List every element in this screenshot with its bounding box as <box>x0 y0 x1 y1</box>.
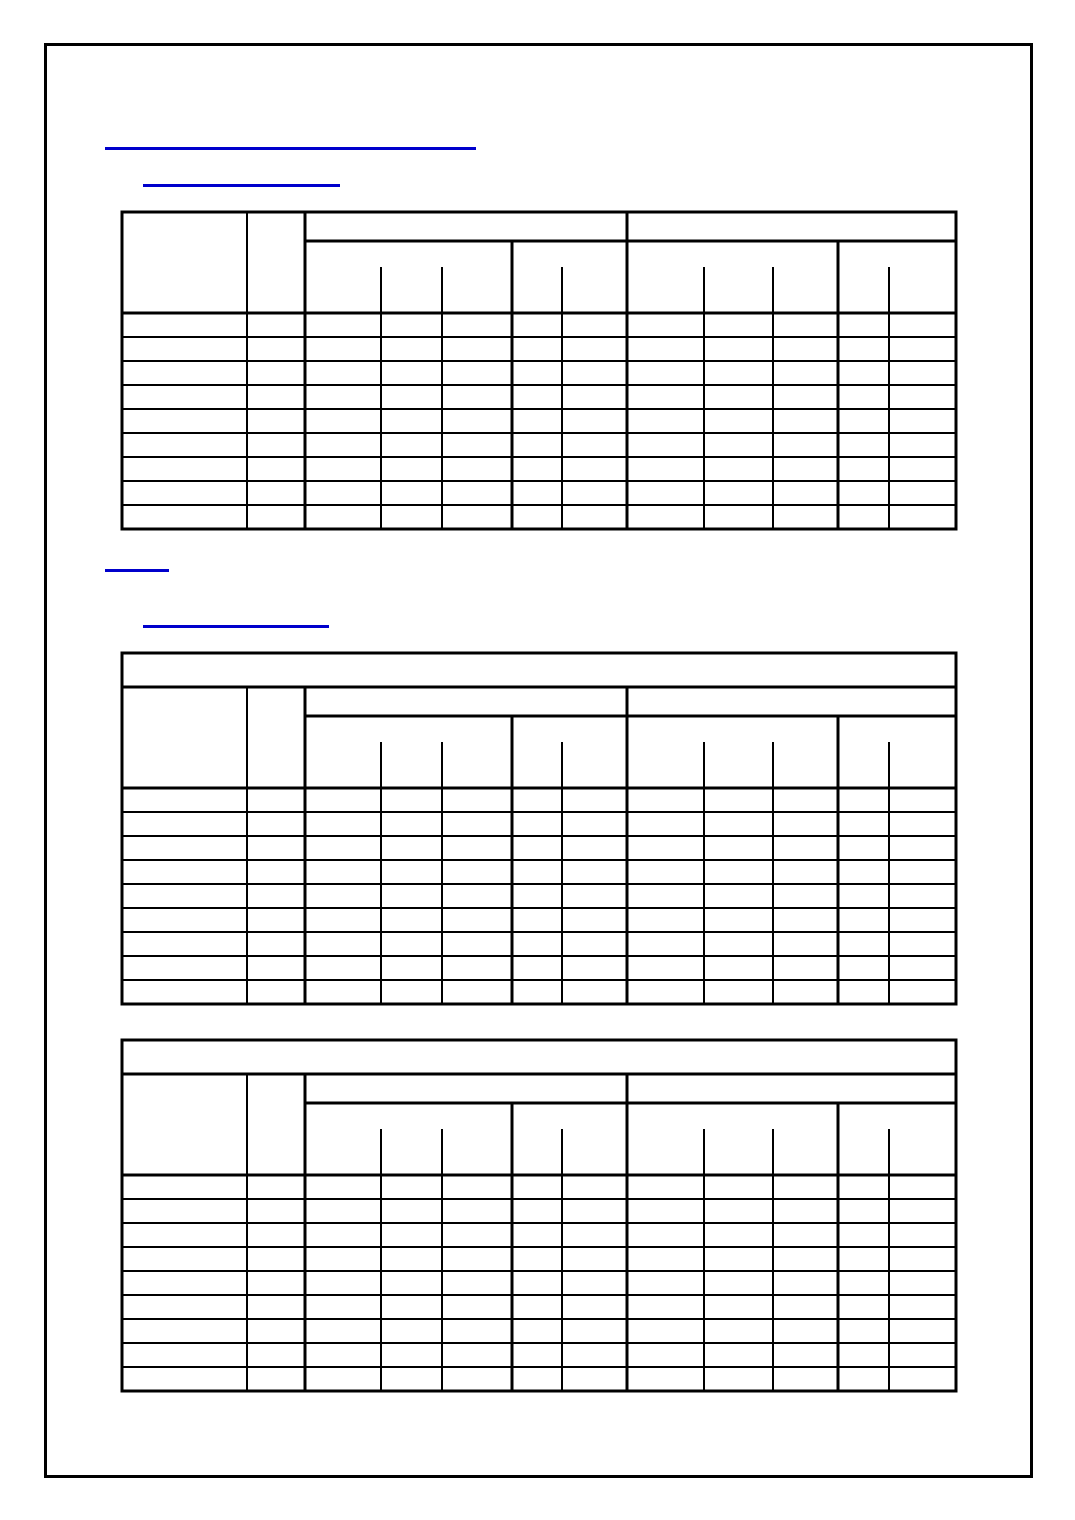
link-subheading-2[interactable] <box>143 625 329 628</box>
table-grid <box>120 1038 958 1393</box>
table-grid <box>120 651 958 1006</box>
link-heading-1[interactable] <box>105 147 476 150</box>
table-2 <box>120 651 958 1006</box>
table-grid <box>120 210 958 531</box>
link-heading-2[interactable] <box>105 569 169 572</box>
table-1 <box>120 210 958 531</box>
link-subheading-1[interactable] <box>143 184 340 187</box>
table-3 <box>120 1038 958 1393</box>
